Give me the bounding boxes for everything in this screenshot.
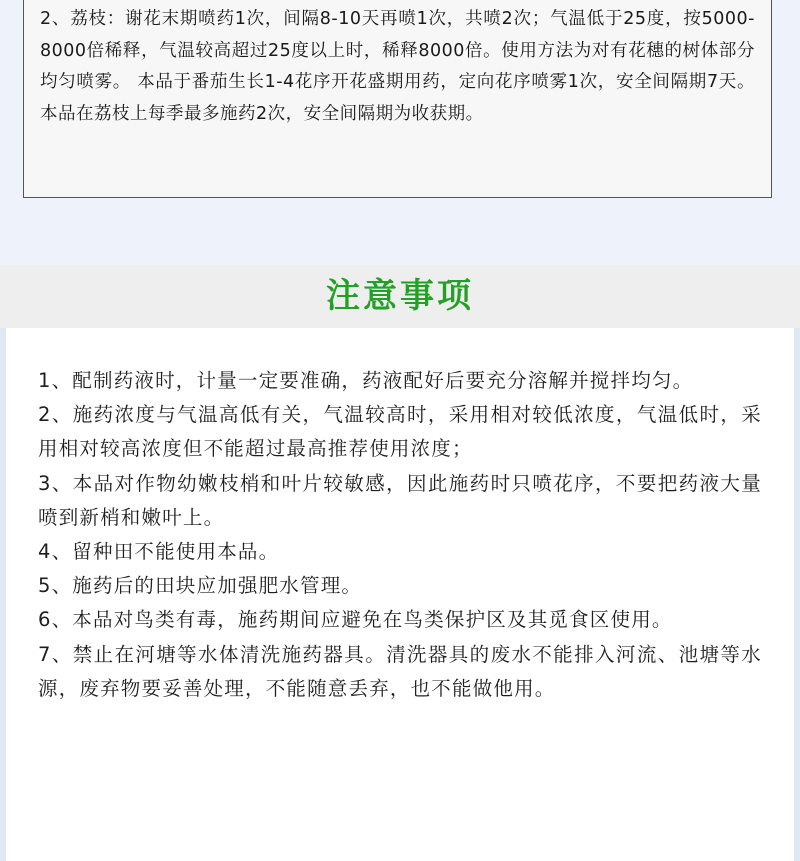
precaution-item-2: 2、施药浓度与气温高低有关，气温较高时，采用相对较低浓度，气温低时，采用相对较高浓度但不能超过最高推荐使用浓度； [38,403,762,461]
precaution-item-5: 5、施药后的田块应加强肥水管理。 [38,574,363,598]
usage-panel [0,0,800,257]
usage-box [23,0,772,198]
precaution-item-3: 3、本品对作物幼嫩枝梢和叶片较敏感，因此施药时只喷花序，不要把药液大量喷到新梢和嫩叶上。 [38,471,762,529]
precautions-header [0,265,800,328]
precaution-item-6: 6、本品对鸟类有毒，施药期间应避免在鸟类保护区及其觅食区使用。 [38,608,673,632]
right-border-band [794,265,800,861]
precautions-title: 注意事项 [326,276,474,316]
precaution-item-4: 4、留种田不能使用本品。 [38,540,280,564]
precaution-item-7: 7、禁止在河塘等水体清洗施药器具。清洗器具的废水不能排入河流、池塘等水源，废弃物要妥善处理，不能随意丢弃，也不能做他用。 [38,642,762,700]
precautions-list [6,328,794,861]
usage-item-lychee: 2、荔枝：谢花末期喷药1次，间隔8-10天再喷1次，共喷2次；气温低于25度，按5000-8000倍稀释，气温较高超过25度以上时，稀释8000倍。使用方法为对有花穗的树体部分均匀喷雾。 本品于番茄生长1-4花序开花盛期用药，定向花序喷雾1次，安全间隔期7天。本品在荔枝上每季最多施药2次，安全间隔期为收获期。 [40,9,755,124]
precaution-item-1: 1、配制药液时，计量一定要准确，药液配好后要充分溶解并搅拌均匀。 [38,369,694,392]
